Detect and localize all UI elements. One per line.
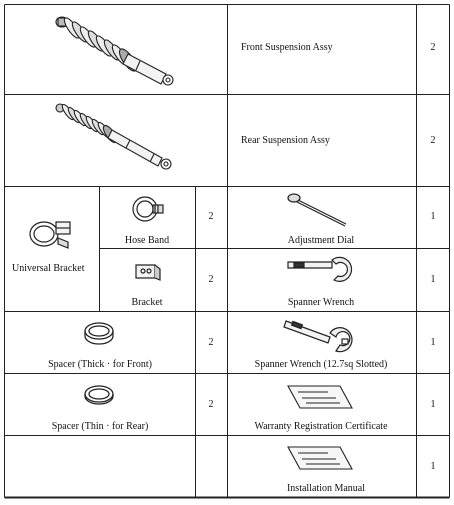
slotted-spanner-wrench-icon: [282, 315, 358, 353]
coilover-rear-icon: [42, 98, 192, 182]
manual-label: Installation Manual: [286, 483, 366, 494]
front-suspension-label: Front Suspension Assy: [241, 42, 333, 53]
slotted-spanner-wrench-label: Spanner Wrench (12.7sq Slotted): [254, 359, 388, 370]
rear-suspension-qty: 2: [430, 135, 436, 146]
bracket-clamp-icon: [26, 212, 78, 252]
bracket-label: Bracket: [131, 297, 163, 308]
certificate-icon: [284, 382, 356, 412]
manual-qty: 1: [430, 461, 436, 472]
certificate-qty: 1: [430, 399, 436, 410]
spacer-rear-label: Spacer (Thin · for Rear): [51, 421, 149, 432]
front-suspension-qty: 2: [430, 42, 436, 53]
adjustment-dial-label: Adjustment Dial: [287, 235, 355, 246]
spacer-front-label: Spacer (Thick · for Front): [48, 359, 152, 370]
spacer-ring-thin-icon: [82, 384, 116, 406]
spacer-front-qty: 2: [208, 337, 214, 348]
spanner-wrench-icon: [284, 254, 354, 284]
bracket-qty: 2: [208, 274, 214, 285]
adjustment-dial-qty: 1: [430, 211, 436, 222]
adjustment-dial-icon: [284, 190, 352, 230]
bracket-icon: [133, 260, 163, 282]
rear-suspension-label: Rear Suspension Assy: [241, 135, 330, 146]
slotted-spanner-wrench-qty: 1: [430, 337, 436, 348]
spacer-rear-qty: 2: [208, 399, 214, 410]
manual-icon: [284, 443, 356, 473]
hose-band-label: Hose Band: [124, 235, 170, 246]
hose-band-icon: [128, 192, 168, 226]
spanner-wrench-qty: 1: [430, 274, 436, 285]
coilover-front-icon: [40, 10, 190, 90]
universal-bracket-label: Universal Bracket: [12, 263, 85, 274]
hose-band-qty: 2: [208, 211, 214, 222]
spacer-ring-icon: [82, 320, 116, 346]
certificate-label: Warranty Registration Certificate: [254, 421, 388, 432]
spanner-wrench-label: Spanner Wrench: [287, 297, 355, 308]
